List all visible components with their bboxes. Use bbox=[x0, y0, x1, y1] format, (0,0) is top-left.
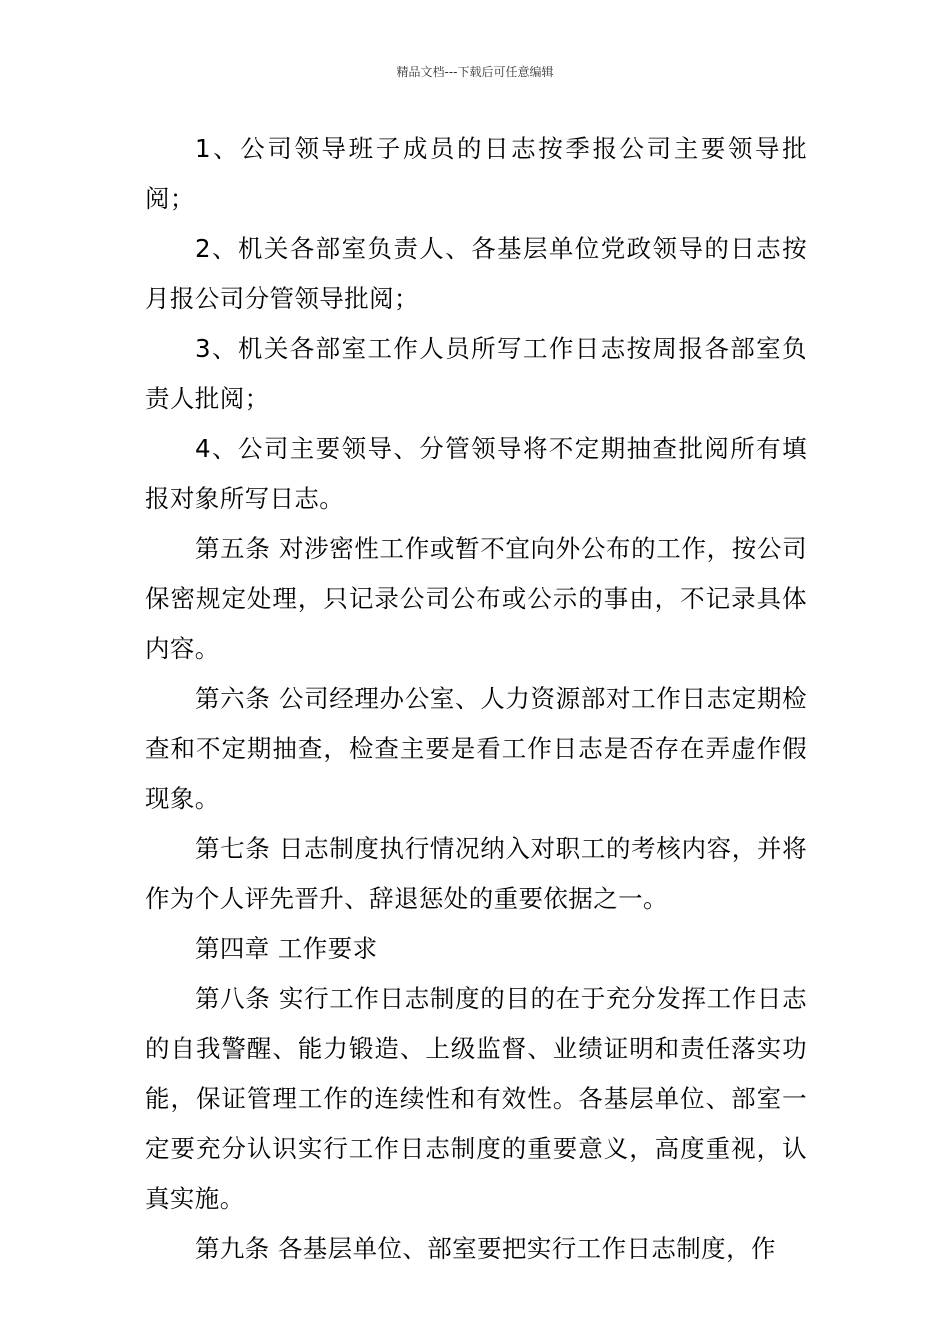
article-6-paragraph: 第六条 公司经理办公室、人力资源部对工作日志定期检查和不定期抽查，检查主要是看工作日志是否存在弄虚作假现象。 bbox=[145, 684, 807, 813]
paragraph-item-2: 2、机关各部室负责人、各基层单位党政领导的日志按月报公司分管领导批阅； bbox=[145, 234, 807, 313]
paragraph-item-3: 3、机关各部室工作人员所写工作日志按周报各部室负责人批阅； bbox=[145, 334, 807, 413]
article-5-paragraph: 第五条 对涉密性工作或暂不宜向外公布的工作，按公司保密规定处理，只记录公司公布或公示的事由，不记录具体内容。 bbox=[145, 534, 807, 663]
document-body bbox=[145, 124, 807, 1274]
paragraph-item-4: 4、公司主要领导、分管领导将不定期抽查批阅所有填报对象所写日志。 bbox=[145, 434, 807, 513]
article-9-paragraph: 第九条 各基层单位、部室要把实行工作日志制度，作 bbox=[195, 1234, 776, 1263]
article-8-paragraph: 第八条 实行工作日志制度的目的在于充分发挥工作日志的自我警醒、能力锻造、上级监督、业绩证明和责任落实功能，保证管理工作的连续性和有效性。各基层单位、部室一定要充分认识实行工作日志制度的重要意义，高度重视，认真实施。 bbox=[145, 984, 807, 1213]
article-7-paragraph: 第七条 日志制度执行情况纳入对职工的考核内容，并将作为个人评先晋升、辞退惩处的重要依据之一。 bbox=[145, 834, 807, 913]
page-header: 精品文档---下载后可任意编辑 bbox=[396, 65, 554, 79]
chapter-4-heading: 第四章 工作要求 bbox=[195, 934, 378, 963]
paragraph-item-1: 1、公司领导班子成员的日志按季报公司主要领导批阅； bbox=[145, 134, 807, 213]
